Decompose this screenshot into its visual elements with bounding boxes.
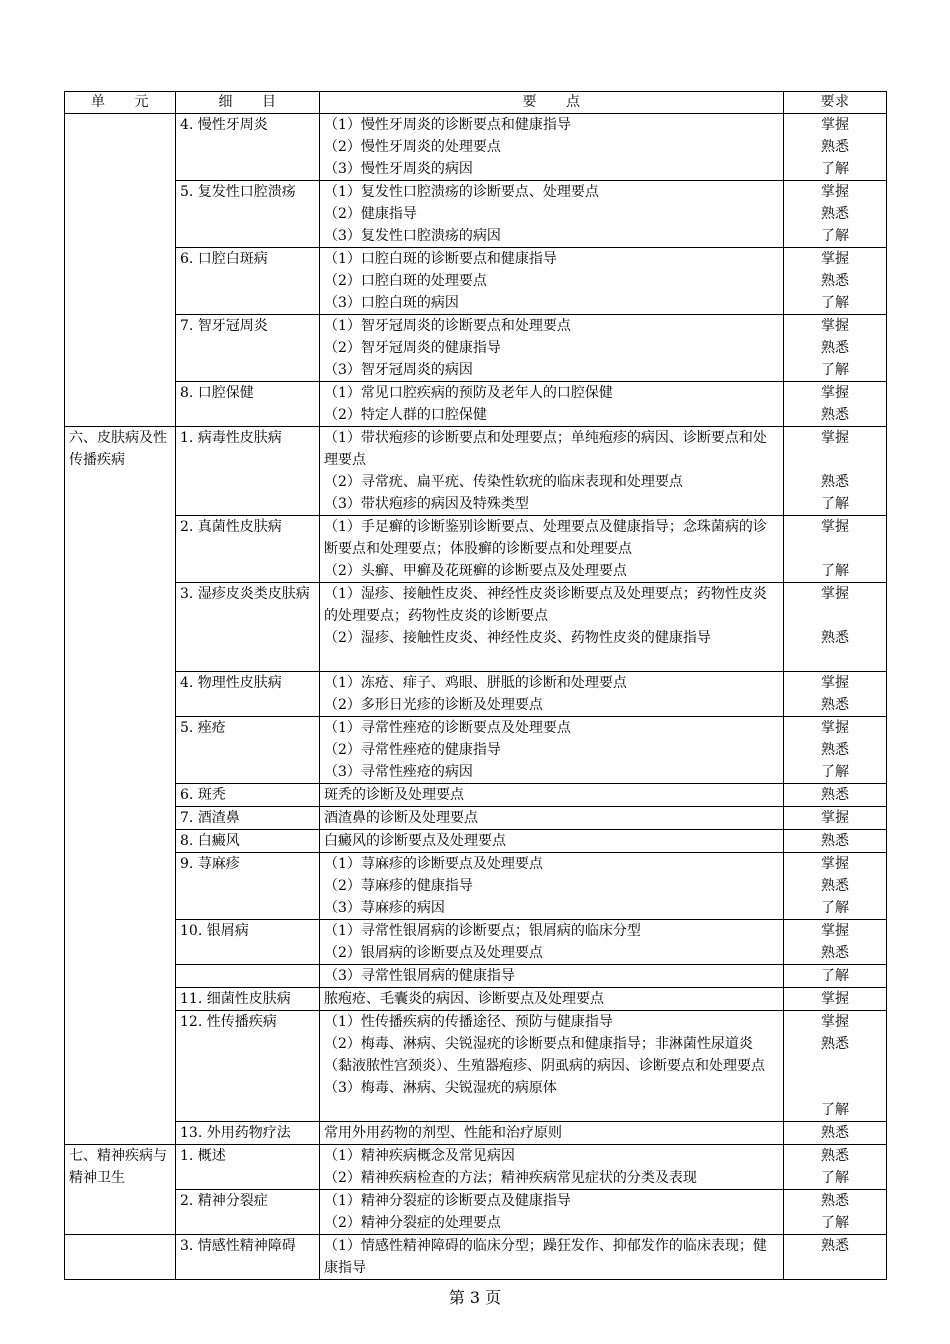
points-cell bbox=[320, 988, 784, 1011]
points-cell bbox=[320, 784, 784, 807]
table-row bbox=[65, 181, 887, 248]
point-line: （2）精神分裂症的处理要点 bbox=[324, 1215, 501, 1231]
points-cell bbox=[320, 853, 784, 920]
level-cell bbox=[784, 427, 887, 516]
point-line: （1）荨麻疹的诊断要点及处理要点 bbox=[324, 856, 543, 872]
topic-cell: 4. 慢性牙周炎 bbox=[176, 114, 320, 181]
header-points: 要 点 bbox=[320, 92, 784, 114]
point-line: （1）智牙冠周炎的诊断要点和处理要点 bbox=[324, 318, 571, 334]
topic-cell: 13. 外用药物疗法 bbox=[176, 1122, 320, 1145]
point-line: （1）性传播疾病的传播途径、预防与健康指导 bbox=[324, 1014, 613, 1030]
topic-cell: 5. 痤疮 bbox=[176, 717, 320, 784]
point-line: （2）头癣、甲癣及花斑癣的诊断要点及处理要点 bbox=[324, 563, 627, 579]
point-line: （3）梅毒、淋病、尖锐湿疣的病原体 bbox=[324, 1080, 557, 1096]
level-label: 熟悉 bbox=[821, 1125, 849, 1141]
level-label: 了解 bbox=[821, 1170, 849, 1186]
topic-cell: 4. 物理性皮肤病 bbox=[176, 672, 320, 717]
point-line: （1）慢性牙周炎的诊断要点和健康指导 bbox=[324, 117, 571, 133]
level-label: 掌握 bbox=[821, 675, 849, 691]
level-label: 掌握 bbox=[821, 720, 849, 736]
topic-cell-empty bbox=[176, 965, 320, 988]
topic-cell: 2. 精神分裂症 bbox=[176, 1190, 320, 1235]
table-row bbox=[65, 672, 887, 717]
level-cell bbox=[784, 1190, 887, 1235]
table-row bbox=[65, 583, 887, 672]
level-cell bbox=[784, 784, 887, 807]
topic-cell: 9. 荨麻疹 bbox=[176, 853, 320, 920]
table-row bbox=[65, 988, 887, 1011]
level-cell bbox=[784, 988, 887, 1011]
table-row bbox=[65, 114, 887, 181]
level-label: 了解 bbox=[821, 161, 849, 177]
point-line: （3）复发性口腔溃疡的病因 bbox=[324, 228, 501, 244]
topic-cell: 1. 概述 bbox=[176, 1145, 320, 1190]
level-label: 了解 bbox=[821, 362, 849, 378]
points-cell bbox=[320, 717, 784, 784]
point-line: （1）手足癣的诊断鉴别诊断要点、处理要点及健康指导；念珠菌病的诊断要点和处理要点；体股癣的诊断要点和处理要点 bbox=[324, 519, 767, 557]
points-cell bbox=[320, 248, 784, 315]
level-label: 了解 bbox=[821, 228, 849, 244]
level-cell bbox=[784, 717, 887, 784]
level-label: 掌握 bbox=[821, 251, 849, 267]
unit-cell-continued bbox=[65, 1235, 176, 1280]
point-line: （1）湿疹、接触性皮炎、神经性皮炎诊断要点及处理要点；药物性皮炎的处理要点；药物性皮炎的诊断要点 bbox=[324, 586, 767, 624]
topic-cell: 7. 酒渣鼻 bbox=[176, 807, 320, 830]
unit-label: 七、精神疾病与精神卫生 bbox=[69, 1148, 167, 1186]
level-label: 熟悉 bbox=[821, 1036, 849, 1052]
table-row bbox=[65, 807, 887, 830]
point-line: （3）寻常性痤疮的病因 bbox=[324, 764, 473, 780]
points-cell bbox=[320, 382, 784, 427]
level-label: 了解 bbox=[821, 496, 849, 512]
point-line: （1）寻常性银屑病的诊断要点；银屑病的临床分型 bbox=[324, 923, 641, 939]
level-cell bbox=[784, 248, 887, 315]
points-cell bbox=[320, 181, 784, 248]
level-label: 了解 bbox=[821, 295, 849, 311]
unit-label: 六、皮肤病及性传播疾病 bbox=[69, 430, 167, 468]
level-label: 掌握 bbox=[821, 117, 849, 133]
point-line: （2）慢性牙周炎的处理要点 bbox=[324, 139, 501, 155]
level-label: 熟悉 bbox=[821, 340, 849, 356]
level-label: 熟悉 bbox=[821, 273, 849, 289]
point-line: 常用外用药物的剂型、性能和治疗原则 bbox=[324, 1125, 562, 1141]
level-label: 熟悉 bbox=[821, 407, 849, 423]
level-cell bbox=[784, 583, 887, 672]
table-row bbox=[65, 717, 887, 784]
header-level: 要求 bbox=[784, 92, 887, 114]
level-label: 熟悉 bbox=[821, 1148, 849, 1164]
table-row bbox=[65, 1145, 887, 1190]
topic-cell: 11. 细菌性皮肤病 bbox=[176, 988, 320, 1011]
level-label: 熟悉 bbox=[821, 742, 849, 758]
topic-cell: 1. 病毒性皮肤病 bbox=[176, 427, 320, 516]
topic-cell: 6. 斑秃 bbox=[176, 784, 320, 807]
table-row bbox=[65, 382, 887, 427]
level-label: 掌握 bbox=[821, 430, 849, 446]
level-cell bbox=[784, 1145, 887, 1190]
level-cell bbox=[784, 853, 887, 920]
points-cell bbox=[320, 315, 784, 382]
point-line: （1）复发性口腔溃疡的诊断要点、处理要点 bbox=[324, 184, 599, 200]
level-label: 掌握 bbox=[821, 810, 849, 826]
table-row bbox=[65, 1190, 887, 1235]
level-label: 熟悉 bbox=[821, 1238, 849, 1254]
table-row bbox=[65, 830, 887, 853]
table-header-row bbox=[65, 92, 887, 114]
points-cell bbox=[320, 1190, 784, 1235]
topic-cell: 2. 真菌性皮肤病 bbox=[176, 516, 320, 583]
topic-cell: 12. 性传播疾病 bbox=[176, 1011, 320, 1122]
level-cell bbox=[784, 382, 887, 427]
points-cell bbox=[320, 807, 784, 830]
page-number: 第 3 页 bbox=[448, 1288, 502, 1307]
point-line: （3）智牙冠周炎的病因 bbox=[324, 362, 473, 378]
topic-cell bbox=[176, 583, 320, 672]
points-cell bbox=[320, 1011, 784, 1122]
point-line: （1）带状疱疹的诊断要点和处理要点；单纯疱疹的病因、诊断要点和处理要点 bbox=[324, 430, 767, 468]
point-line: （1）寻常性痤疮的诊断要点及处理要点 bbox=[324, 720, 571, 736]
point-line: 脓疱疮、毛囊炎的病因、诊断要点及处理要点 bbox=[324, 991, 604, 1007]
table-row bbox=[65, 1122, 887, 1145]
topic-cell: 8. 口腔保健 bbox=[176, 382, 320, 427]
points-cell bbox=[320, 1145, 784, 1190]
level-label: 了解 bbox=[821, 1215, 849, 1231]
level-label: 熟悉 bbox=[821, 787, 849, 803]
point-line: （3）寻常性银屑病的健康指导 bbox=[324, 968, 515, 984]
point-line: （2）寻常性痤疮的健康指导 bbox=[324, 742, 501, 758]
point-line: （2）寻常疣、扁平疣、传染性软疣的临床表现和处理要点 bbox=[324, 474, 683, 490]
level-label: 了解 bbox=[821, 1102, 849, 1118]
point-line: （2）特定人群的口腔保健 bbox=[324, 407, 487, 423]
topic-cell: 10. 银屑病 bbox=[176, 920, 320, 965]
point-line: （2）荨麻疹的健康指导 bbox=[324, 878, 473, 894]
point-line: （1）常见口腔疾病的预防及老年人的口腔保健 bbox=[324, 385, 613, 401]
level-cell bbox=[784, 830, 887, 853]
point-line: （1）口腔白斑的诊断要点和健康指导 bbox=[324, 251, 557, 267]
level-label: 熟悉 bbox=[821, 206, 849, 222]
level-label: 掌握 bbox=[821, 586, 849, 602]
table-row bbox=[65, 1011, 887, 1122]
unit-cell bbox=[65, 1145, 176, 1235]
header-unit: 单 元 bbox=[65, 92, 176, 114]
topic-cell: 8. 白癜风 bbox=[176, 830, 320, 853]
level-cell bbox=[784, 1011, 887, 1122]
topic-cell: 6. 口腔白斑病 bbox=[176, 248, 320, 315]
table-row bbox=[65, 784, 887, 807]
point-line: （2）口腔白斑的处理要点 bbox=[324, 273, 487, 289]
point-line: （2）精神疾病检查的方法；精神疾病常见症状的分类及表现 bbox=[324, 1170, 697, 1186]
level-cell bbox=[784, 920, 887, 965]
level-label: 熟悉 bbox=[821, 1193, 849, 1209]
level-label: 熟悉 bbox=[821, 945, 849, 961]
point-line: 酒渣鼻的诊断及处理要点 bbox=[324, 810, 478, 826]
table-row bbox=[65, 248, 887, 315]
point-line: （3）慢性牙周炎的病因 bbox=[324, 161, 473, 177]
level-cell bbox=[784, 965, 887, 988]
table-row bbox=[65, 427, 887, 516]
topic-cell: 5. 复发性口腔溃疡 bbox=[176, 181, 320, 248]
level-label: 了解 bbox=[821, 563, 849, 579]
point-line: （2）健康指导 bbox=[324, 206, 417, 222]
unit-cell-continued bbox=[65, 114, 176, 427]
level-cell bbox=[784, 807, 887, 830]
level-cell bbox=[784, 672, 887, 717]
level-label: 掌握 bbox=[821, 519, 849, 535]
points-cell bbox=[320, 672, 784, 717]
table-row bbox=[65, 965, 887, 988]
level-label: 熟悉 bbox=[821, 630, 849, 646]
level-label: 掌握 bbox=[821, 856, 849, 872]
points-cell bbox=[320, 1235, 784, 1280]
point-line: （2）湿疹、接触性皮炎、神经性皮炎、药物性皮炎的健康指导 bbox=[324, 630, 711, 646]
level-label: 了解 bbox=[821, 900, 849, 916]
point-line: （2）银屑病的诊断要点及处理要点 bbox=[324, 945, 543, 961]
level-cell bbox=[784, 1235, 887, 1280]
topic-cell: 3. 情感性精神障碍 bbox=[176, 1235, 320, 1280]
point-line: （1）情感性精神障碍的临床分型；躁狂发作、抑郁发作的临床表现；健康指导 bbox=[324, 1238, 767, 1276]
points-cell bbox=[320, 516, 784, 583]
level-label: 掌握 bbox=[821, 184, 849, 200]
point-line: （1）精神疾病概念及常见病因 bbox=[324, 1148, 515, 1164]
points-cell bbox=[320, 965, 784, 988]
table-row bbox=[65, 516, 887, 583]
point-line: （2）多形日光疹的诊断及处理要点 bbox=[324, 697, 543, 713]
table-row bbox=[65, 315, 887, 382]
point-line: （2）智牙冠周炎的健康指导 bbox=[324, 340, 501, 356]
unit-cell bbox=[65, 427, 176, 1145]
point-line: （2）梅毒、淋病、尖锐湿疣的诊断要点和健康指导；非淋菌性尿道炎（黏液脓性宫颈炎）、生殖器疱疹、阴虱病的病因、诊断要点和处理要点 bbox=[324, 1036, 765, 1074]
level-label: 熟悉 bbox=[821, 697, 849, 713]
topic-label: 3. 湿疹皮炎类皮肤病 bbox=[180, 586, 310, 602]
points-cell bbox=[320, 1122, 784, 1145]
table-row bbox=[65, 920, 887, 965]
level-cell bbox=[784, 114, 887, 181]
points-cell bbox=[320, 114, 784, 181]
level-label: 熟悉 bbox=[821, 878, 849, 894]
level-label: 掌握 bbox=[821, 991, 849, 1007]
header-topic: 细 目 bbox=[176, 92, 320, 114]
level-label: 熟悉 bbox=[821, 139, 849, 155]
points-cell bbox=[320, 920, 784, 965]
point-line: （3）带状疱疹的病因及特殊类型 bbox=[324, 496, 529, 512]
point-line: 白癜风的诊断要点及处理要点 bbox=[324, 833, 506, 849]
level-label: 掌握 bbox=[821, 923, 849, 939]
level-cell bbox=[784, 516, 887, 583]
table-row bbox=[65, 1235, 887, 1280]
level-cell bbox=[784, 315, 887, 382]
point-line: 斑秃的诊断及处理要点 bbox=[324, 787, 464, 803]
level-label: 熟悉 bbox=[821, 474, 849, 490]
points-cell bbox=[320, 583, 784, 672]
level-label: 熟悉 bbox=[821, 833, 849, 849]
level-cell bbox=[784, 1122, 887, 1145]
level-label: 掌握 bbox=[821, 1014, 849, 1030]
level-label: 掌握 bbox=[821, 385, 849, 401]
points-cell bbox=[320, 427, 784, 516]
level-label: 掌握 bbox=[821, 318, 849, 334]
topic-cell: 7. 智牙冠周炎 bbox=[176, 315, 320, 382]
points-cell bbox=[320, 830, 784, 853]
level-label: 了解 bbox=[821, 968, 849, 984]
syllabus-table bbox=[64, 91, 887, 1280]
point-line: （3）口腔白斑的病因 bbox=[324, 295, 459, 311]
point-line: （1）冻疮、痱子、鸡眼、胼胝的诊断和处理要点 bbox=[324, 675, 627, 691]
level-label: 了解 bbox=[821, 764, 849, 780]
table-row bbox=[65, 853, 887, 920]
level-cell bbox=[784, 181, 887, 248]
point-line: （3）荨麻疹的病因 bbox=[324, 900, 445, 916]
point-line: （1）精神分裂症的诊断要点及健康指导 bbox=[324, 1193, 571, 1209]
